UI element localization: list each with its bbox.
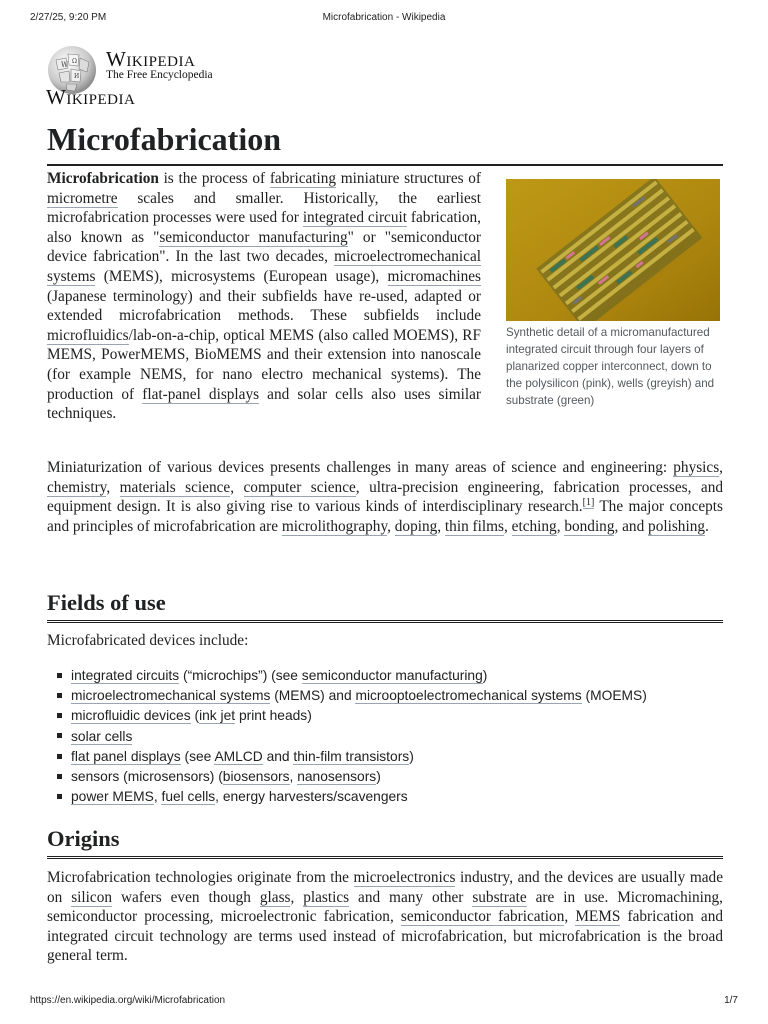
- link-semiconductor-fabrication[interactable]: semiconductor fabrication: [400, 908, 565, 926]
- link-microelectromechanical-systems[interactable]: microelectromechanical systems: [71, 688, 271, 704]
- link-glass[interactable]: glass: [259, 888, 291, 906]
- print-page-title: Microfabrication - Wikipedia: [322, 12, 446, 23]
- link-amlcd[interactable]: AMLCD: [214, 748, 263, 764]
- link-fabricating[interactable]: fabricating: [269, 170, 337, 187]
- link-materials-science[interactable]: materials science: [119, 478, 231, 496]
- bullet-icon: [57, 733, 62, 738]
- list-item: [57, 727, 647, 747]
- link-silicon[interactable]: silicon: [71, 888, 113, 906]
- text: ,: [556, 517, 565, 535]
- link-flat-panel-displays[interactable]: flat-panel displays: [142, 385, 260, 403]
- svg-text:И: И: [74, 73, 80, 80]
- text: (MOEMS): [581, 688, 647, 704]
- list-item: [57, 686, 647, 706]
- link-semiconductor-manufacturing[interactable]: semiconductor manufacturing: [159, 228, 348, 246]
- text: scales and smaller. Historically, the earliest microfabrication processes were used for: [47, 189, 481, 227]
- reference-link[interactable]: [1]: [582, 497, 595, 509]
- wikipedia-logo[interactable]: [46, 42, 266, 112]
- text: industry, and the devices are usually made on: [47, 869, 723, 906]
- text: " or "semiconductor device fabrication". In the last two decades,: [47, 228, 482, 266]
- text: , ultra-precision engineering, fabrication processes, and equipment design. It is also giving rise to various kinds of interdisciplinary research.: [47, 478, 724, 516]
- link-flat-panel-displays-2[interactable]: flat panel displays: [71, 748, 181, 764]
- fields-list: [57, 666, 647, 807]
- link-biosensors[interactable]: biosensors: [222, 768, 290, 784]
- link-physics[interactable]: physics: [673, 459, 720, 476]
- page-title: Microfabrication: [47, 120, 723, 166]
- text: ,: [106, 478, 120, 496]
- text: sensors (microsensors) (: [71, 768, 223, 784]
- link-micrometre[interactable]: micrometre: [47, 189, 118, 207]
- text: miniature structures of: [336, 170, 481, 187]
- link-microfluidic-devices[interactable]: microfluidic devices: [71, 708, 191, 724]
- bullet-icon: [57, 713, 62, 718]
- text: (MEMS) and: [270, 688, 356, 704]
- text: are in use. Micromachining, semiconductor processing, microelectronic fabrication,: [47, 888, 723, 926]
- text: /lab-on-a-chip, optical MEMS (also called MOEMS), RF MEMS, PowerMEMS, BioMEMS and their extension into nanoscale (for example NEMS, for nano electro mechanical systems). The production of: [47, 326, 481, 403]
- link-thin-film-transistors[interactable]: thin-film transistors: [293, 748, 410, 764]
- link-thin-films[interactable]: thin films: [444, 517, 504, 535]
- link-microoptoelectromechanical-systems[interactable]: microoptoelectromechanical systems: [355, 688, 582, 704]
- text: , and: [614, 517, 649, 535]
- heading-origins: Origins: [47, 825, 723, 859]
- origins-paragraph: [47, 868, 723, 966]
- text: fabrication, also known as ": [47, 209, 481, 246]
- link-substrate[interactable]: substrate: [472, 888, 527, 906]
- list-item: [57, 706, 647, 726]
- text: (“microchips”) (see: [179, 668, 302, 683]
- lead-paragraph: [47, 169, 481, 424]
- heading-fields-of-use: Fields of use: [47, 589, 723, 623]
- chip-micrograph-image[interactable]: [506, 179, 720, 321]
- text: The major concepts and principles of microfabrication are: [47, 498, 723, 535]
- text: .: [705, 517, 709, 535]
- intro-paragraph-2: [47, 458, 723, 536]
- text: (: [190, 708, 200, 724]
- text: (see: [180, 748, 215, 764]
- wikipedia-wordmark: Wikipedia: [106, 47, 196, 71]
- text: ,: [290, 888, 304, 906]
- figure: [506, 179, 720, 409]
- text: (Japanese terminology) and their subfields have re-used, adapted or extended microfabrication methods. These subfields include: [47, 287, 481, 325]
- text: and: [262, 748, 294, 764]
- bullet-icon: [57, 794, 62, 799]
- link-semiconductor-manufacturing-2[interactable]: semiconductor manufacturing: [301, 668, 483, 683]
- list-item: [57, 787, 647, 807]
- text: Miniaturization of various devices presents challenges in many areas of science and engineering:: [47, 459, 674, 476]
- text: is the process of: [158, 170, 270, 187]
- link-fuel-cells[interactable]: fuel cells: [161, 789, 216, 805]
- link-micromachines[interactable]: micromachines: [387, 267, 481, 285]
- lead-bold-term: Microfabrication: [47, 170, 159, 187]
- link-doping[interactable]: doping: [394, 517, 438, 535]
- text: ,: [437, 517, 445, 535]
- print-datetime: 2/27/25, 9:20 PM: [30, 12, 107, 23]
- text: fabrication and integrated circuit technology are terms used instead of microfabrication, but microfabrication is the broad general term.: [47, 908, 723, 965]
- text: , energy harvesters/scavengers: [215, 789, 408, 805]
- text: ,: [289, 768, 298, 784]
- text: print heads): [235, 708, 312, 724]
- print-page-number: 1/7: [724, 995, 738, 1006]
- text: ,: [564, 908, 576, 926]
- link-integrated-circuits[interactable]: integrated circuits: [71, 668, 180, 683]
- link-polishing[interactable]: polishing: [648, 517, 705, 535]
- text: ): [482, 668, 488, 683]
- list-item: [57, 767, 647, 787]
- link-nanosensors[interactable]: nanosensors: [297, 768, 377, 784]
- link-computer-science[interactable]: computer science: [243, 478, 356, 496]
- link-power-mems[interactable]: power MEMS: [71, 789, 154, 805]
- link-mems-2[interactable]: MEMS: [575, 908, 621, 926]
- svg-text:W: W: [61, 61, 69, 69]
- bullet-icon: [57, 774, 62, 779]
- text: ,: [719, 459, 723, 476]
- text: ,: [230, 478, 244, 496]
- text: ,: [387, 517, 395, 535]
- link-solar-cells[interactable]: solar cells: [71, 728, 133, 744]
- bullet-icon: [57, 754, 62, 759]
- link-microlithography[interactable]: microlithography: [281, 517, 388, 535]
- link-mems[interactable]: microelectromechanical systems: [47, 248, 481, 285]
- wikipedia-tagline: The Free Encyclopedia: [106, 69, 213, 81]
- link-plastics[interactable]: plastics: [303, 888, 350, 906]
- text: ,: [504, 517, 512, 535]
- text: wafers even though: [112, 888, 260, 906]
- list-item: [57, 747, 647, 767]
- text: and solar cells also uses similar techniques.: [47, 385, 481, 423]
- figure-caption: Synthetic detail of a micromanufactured integrated circuit through four layers of planarized copper interconnect, down to the polysilicon (pink), wells (greyish) and substrate (green): [506, 326, 715, 407]
- svg-text:Ω: Ω: [72, 58, 77, 65]
- link-bonding[interactable]: bonding: [564, 517, 615, 535]
- text: and many other: [349, 888, 473, 906]
- link-microelectronics[interactable]: microelectronics: [353, 869, 456, 886]
- fields-intro: Microfabricated devices include:: [47, 632, 249, 649]
- text: ): [376, 768, 381, 784]
- text: (MEMS), microsystems (European usage),: [95, 267, 388, 285]
- list-item: [57, 666, 647, 686]
- wikipedia-wordmark-alt: Wikipedia: [46, 85, 136, 109]
- print-url: https://en.wikipedia.org/wiki/Microfabrication: [30, 995, 226, 1006]
- text: ): [409, 748, 414, 764]
- link-etching[interactable]: etching: [511, 517, 557, 535]
- link-ink-jet[interactable]: ink jet: [199, 708, 236, 724]
- bullet-icon: [57, 673, 62, 678]
- text: Microfabrication technologies originate from the: [47, 869, 354, 886]
- bullet-icon: [57, 693, 62, 698]
- link-chemistry[interactable]: chemistry: [47, 478, 107, 496]
- link-microfluidics[interactable]: microfluidics: [47, 326, 129, 344]
- link-integrated-circuit[interactable]: integrated circuit: [302, 209, 407, 227]
- text: ,: [153, 789, 162, 805]
